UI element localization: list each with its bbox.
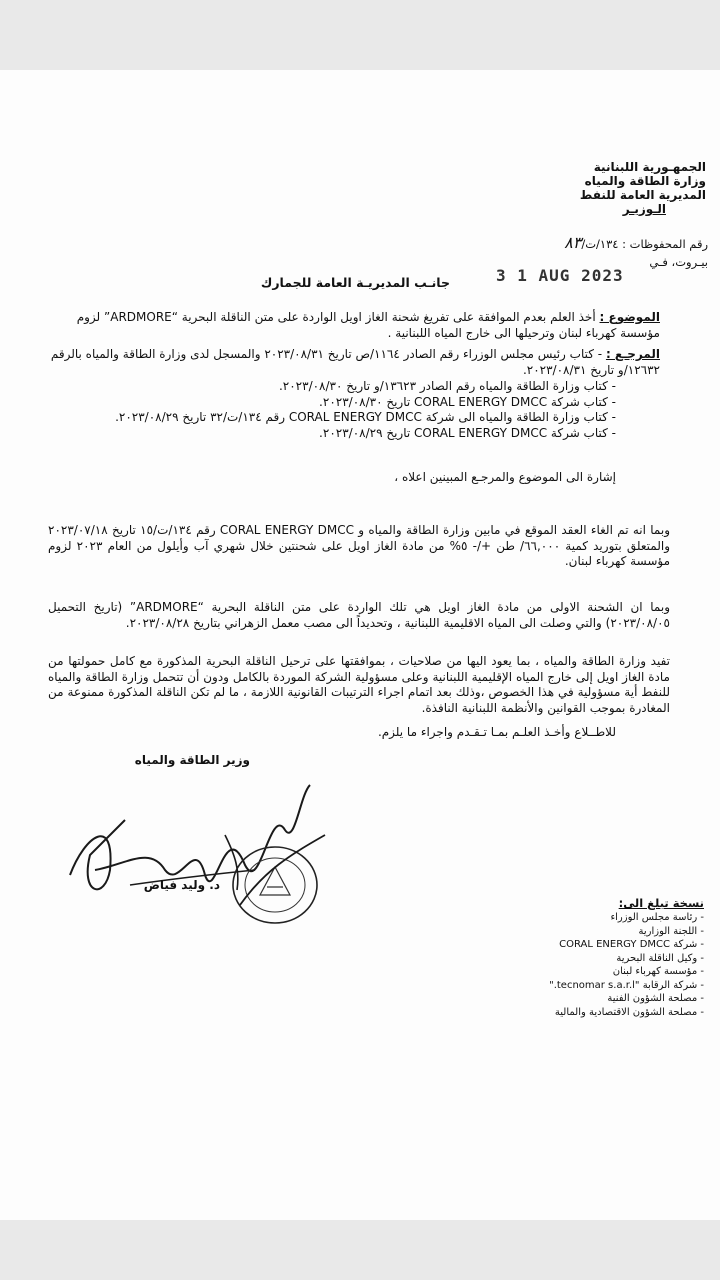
reference-item-2: - كتاب وزارة الطاقة والمياه رقم الصادر ١٣٦٢٣/و تاريخ ٢٠٢٣/٠٨/٣٠. bbox=[278, 379, 616, 393]
cc-list bbox=[404, 911, 704, 1019]
cc-block bbox=[404, 896, 704, 1019]
letterhead bbox=[446, 160, 706, 216]
reference-item-4: - كتاب وزارة الطاقة والمياه الى شركة CORAL ENERGY DMCC رقم ١٣٤/ت/٣٢ تاريخ ٢٠٢٣/٠٨/٢٩. bbox=[115, 410, 616, 424]
paragraph-2: وبما ان الشحنة الاولى من مادة الغاز اويل هي تلك الواردة على متن الناقلة البحرية “ARDMORE” (تاريخ التحميل ٢٠٢٣/٠٨/٠٥) والتي وصلت الى المياه الاقليمية اللبنانية ، وتحديداً الى مصب معمل الزهراني بتاريخ ٢٠٢٣/٠٨/٢٨. bbox=[48, 600, 670, 630]
addressee: جانـب المديريـة العامة للجمارك bbox=[260, 275, 450, 290]
archive-number-label: رقم المحفوظات : ١٣٤/ت/ bbox=[581, 237, 708, 251]
letterhead-republic: الجمهـورية اللبنانية bbox=[593, 160, 706, 174]
cc-item: - شركة الرقابة "tecnomar s.a.r.l." bbox=[549, 979, 704, 991]
document-page bbox=[0, 70, 720, 1220]
place-date-label: بيـروت، فـي bbox=[649, 255, 708, 269]
reference-item-3: - كتاب شركة CORAL ENERGY DMCC تاريخ ٢٠٢٣/٠٨/٣٠. bbox=[319, 394, 616, 409]
cc-item: - مصلحة الشؤون الاقتصادية والمالية bbox=[554, 1006, 704, 1018]
signatory-title: وزير الطاقة والمياه bbox=[134, 753, 250, 767]
cc-item: - رئاسة مجلس الوزراء bbox=[610, 912, 704, 923]
paragraph-1: وبما انه تم الغاء العقد الموقع في مابين وزارة الطاقة والمياه و CORAL ENERGY DMCC رقم ١٣٤/ت/١٥ تاريخ ٢٠٢٣/٠٧/١٨ والمتعلق بتوريد كمية ٦٦,٠٠٠/ طن +/- ٥% من مادة الغاز اويل على شحنتين خلال شهري آب وأيلول من العام ٢٠٢٣ لزوم مؤسسة كهرباء لبنان. bbox=[48, 523, 670, 568]
subject-text: أخذ العلم بعدم الموافقة على تفريغ شحنة الغاز اويل الواردة على متن الناقلة البحرية “ARDMORE” لزوم مؤسسة كهرباء لبنان وترحيلها الى خارج المياه اللبنانية . bbox=[76, 310, 660, 340]
cc-item: - مصلحة الشؤون الفنية bbox=[607, 993, 704, 1004]
cc-title: نسخة تبلغ الى: bbox=[618, 896, 704, 910]
closing-line: للاطــلاع وأخـذ العلـم بمـا تـقـدم واجراء ما يلزم. bbox=[377, 725, 616, 739]
intro-line: إشارة الى الموضوع والمرجـع المبينين اعلاه ، bbox=[394, 470, 616, 484]
subject-block bbox=[48, 310, 660, 341]
reference-label: المرجـع : bbox=[605, 347, 660, 361]
letterhead-minister: الـوزيـر bbox=[622, 202, 666, 216]
archive-number bbox=[468, 235, 708, 252]
cc-item: - وكيل الناقلة البحرية bbox=[616, 952, 704, 964]
archive-number-handwritten: ٨٣ bbox=[564, 233, 582, 252]
subject-label: الموضوع : bbox=[599, 310, 660, 324]
reference-item-1: - كتاب رئيس مجلس الوزراء رقم الصادر ١١٦٤/ص تاريخ ٢٠٢٣/٠٨/٣١ والمسجل لدى وزارة الطاقة والمياه بالرقم ١٢٦٣٢/و تاريخ ٢٠٢٣/٠٨/٣١. bbox=[50, 347, 660, 377]
reference-block bbox=[48, 347, 660, 378]
paragraph-3: تفيد وزارة الطاقة والمياه ، بما يعود اليها من صلاحيات ، بموافقتها على ترحيل الناقلة البحرية المذكورة مع كامل حمولتها من مادة الغاز اويل إلى خارج المياه الإقليمية اللبنانية وعلى مسؤولية الشركة الموردة بالكامل ودون أن تتحمل وزارة الطاقة والمياه للنفط أية مسؤولية في هذا الخصوص ،وذلك بعد اتمام اجراء الترتيبات القانونية اللازمة ، ما لم تكن الناقلة المذكورة ممنوعة من المغادرة بموجب القوانين والأنظمة اللبنانية النافذة. bbox=[48, 654, 670, 715]
signatory-name: د. وليد فياض bbox=[143, 878, 220, 892]
cc-item: - اللجنة الوزارية bbox=[638, 925, 704, 937]
letterhead-directorate: المديرية العامة للنفط bbox=[579, 188, 706, 202]
cc-item: - شركة CORAL ENERGY DMCC bbox=[559, 939, 704, 950]
letterhead-ministry: وزارة الطاقة والمياه bbox=[584, 174, 706, 188]
date-stamp: 3 1 AUG 2023 bbox=[496, 266, 624, 285]
cc-item: - مؤسسة كهرباء لبنان bbox=[612, 966, 704, 977]
reference-item-5: - كتاب شركة CORAL ENERGY DMCC تاريخ ٢٠٢٣/٠٨/٢٩. bbox=[319, 425, 616, 440]
signature-and-seal bbox=[55, 775, 355, 925]
reference-list bbox=[56, 379, 616, 441]
